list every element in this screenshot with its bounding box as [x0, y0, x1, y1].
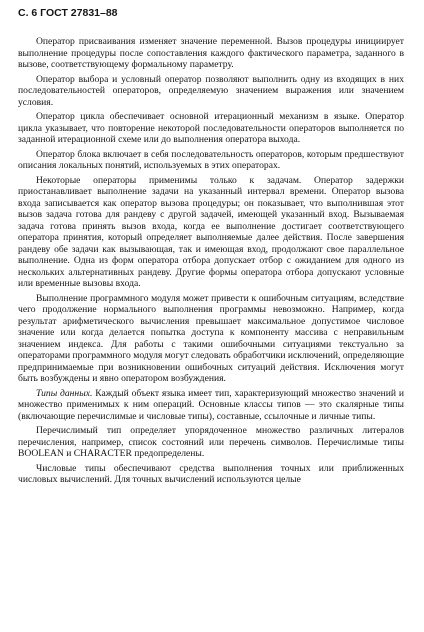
paragraph-data-types — [18, 388, 404, 423]
types-heading: Типы данных. — [36, 387, 93, 399]
paragraph-loop: Оператор цикла обеспечивает основной итерационный механизм в языке. Оператор цикла указывает, что повторение некоторой последовательности операторов выполняется по заданной итерационной схеме или до выполнения оператора выхода. — [18, 111, 404, 145]
paragraph-assignment: Оператор присваивания изменяет значение переменной. Вызов процедуры инициирует выполнение процедуры после сопоставления каждого фактического параметра, заданного в вызове, соответствующему формальному параметру. — [18, 36, 404, 70]
paragraph-numeric: Числовые типы обеспечивают средства выполнения точных или приближенных числовых вычислений. Для точных вычислений используются целые — [18, 462, 404, 485]
paragraph-tasks: Некоторые операторы применимы только к задачам. Оператор задержки приостанавливает выполнение задачи на указанный интервал времени. Оператор вызова входа записывается как оператор вызова процедуры; он показывает, что выполнившая этот вызов задача готова для рандеву с другой задачей, имеющей указанный вход. Вызываемая задача готова принять вызов входа, когда ее выполнение достигает соответствующего оператора принятия, который определяет выполняемые далее действия. После завершения рандеву обе задачи как вызывающая, так и имеющая вход, продолжают свое параллельное выполнение. Одна из форм оператора отбора допускает отбор с ожиданием для одного из нескольких альтернативных рандеву. Другие формы оператора отбора допускают условные или временные вызовы входа. — [18, 174, 404, 289]
paragraph-case-if: Оператор выбора и условный оператор позволяют выполнить одну из входящих в них последовательностей операторов, определяемую значением выражения или значением условия. — [18, 73, 404, 108]
paragraph-data-types-text: Каждый объект языка имеет тип, характеризующий множество значений и множество применимых к ним операций. Основные классы типов — это скалярные типы (включающие перечислимые и числовые типы), составные, ссылочные и личные типы. — [18, 387, 404, 422]
paragraph-block: Оператор блока включает в себя последовательность операторов, которым предшествуют описания локальных понятий, используемых в этих операторах. — [18, 148, 404, 171]
paragraph-exceptions: Выполнение программного модуля может привести к ошибочным ситуациям, вследствие чего продолжение нормального выполнения программы невозможно. Например, когда результат арифметического вычисления превышает максимальное допустимое числовое значение или когда делается попытка доступа к компоненту массива с неправильным значением индекса. Для работы с такими ошибочными ситуациями текстуально за операторами программного модуля могут следовать обработчики исключений, определяющие предпринимаемые при возникновении ошибочных ситуаций действия. Исключения могут быть возбуждены и явно оператором возбуждения. — [18, 292, 404, 384]
page-header: С. 6 ГОСТ 27831–88 — [18, 7, 118, 19]
paragraph-enumeration: Перечислимый тип определяет упорядоченное множество различных литералов перечисления, например, список состояний или перечень символов. Перечислимые типы BOOLEAN и CHARACTER предопределены. — [18, 425, 404, 459]
document-body — [18, 36, 404, 486]
